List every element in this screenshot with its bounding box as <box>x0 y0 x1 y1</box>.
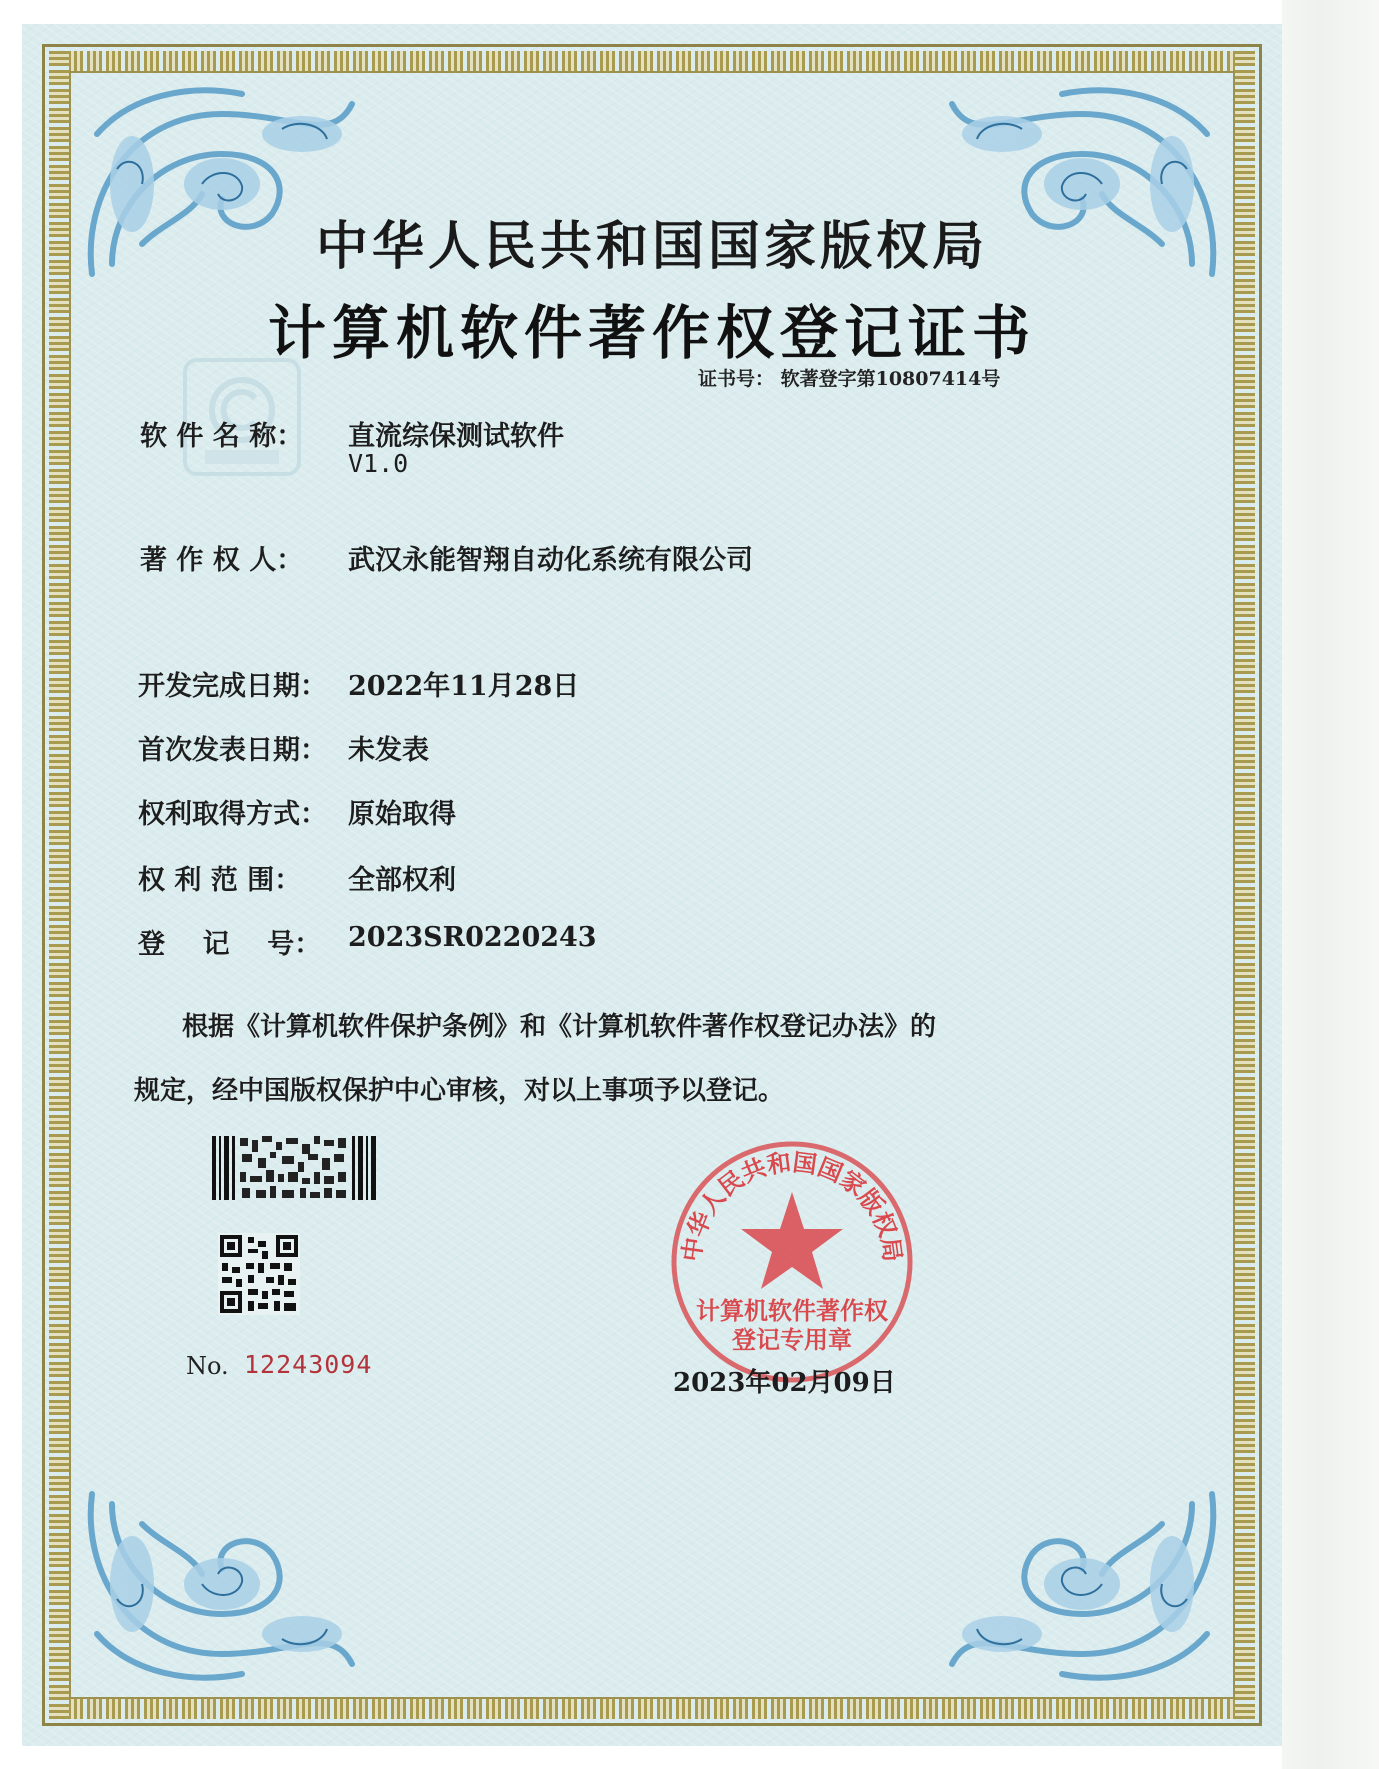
copyright-owner-value: 武汉永能智翔自动化系统有限公司 <box>348 545 753 576</box>
greek-key-border-bottom <box>49 1699 1255 1719</box>
document-title: 计算机软件著作权登记证书 <box>267 299 1036 367</box>
issuing-authority-title: 中华人民共和国国家版权局 <box>315 217 988 277</box>
registration-number-label: 登 记 号： <box>138 929 322 960</box>
serial-number-prefix: No. <box>186 1352 229 1380</box>
seal-outer-text: 中华人民共和国国家版权局 <box>677 1148 907 1264</box>
software-name-label: 软 件 名 称： <box>140 421 304 452</box>
rights-scope-value: 全部权利 <box>348 865 456 896</box>
acquisition-method-label: 权利取得方式： <box>138 799 327 830</box>
copyright-owner-label: 著 作 权 人： <box>140 545 304 576</box>
development-date-value: 2022年11月28日 <box>348 671 580 702</box>
official-seal <box>662 1132 922 1392</box>
development-date-label: 开发完成日期： <box>138 671 327 702</box>
first-publication-value: 未发表 <box>348 735 429 766</box>
certificate <box>22 24 1282 1746</box>
certificate-number: 证书号： 软著登字第10807414号 <box>698 368 1001 390</box>
seal-star-icon <box>741 1192 843 1289</box>
statement-line-2: 规定，经中国版权保护中心审核，对以上事项予以登记。 <box>134 1076 785 1106</box>
corner-ornament-bottom-right <box>932 1464 1232 1694</box>
first-publication-label: 首次发表日期： <box>138 735 327 766</box>
software-version-value: V1.0 <box>348 449 409 478</box>
scan-edge-strip <box>1282 0 1379 1769</box>
serial-number: 12243094 <box>244 1350 373 1379</box>
software-name-value: 直流综保测试软件 <box>348 421 564 452</box>
qr-code <box>218 1233 300 1315</box>
seal-inner-line-1: 计算机软件著作权 <box>696 1297 888 1325</box>
greek-key-border-top <box>49 51 1255 71</box>
corner-ornament-bottom-left <box>72 1464 372 1694</box>
issue-date: 2023年02月09日 <box>673 1368 896 1398</box>
rights-scope-label: 权 利 范 围： <box>138 865 302 896</box>
statement-line-1: 根据《计算机软件保护条例》和《计算机软件著作权登记办法》的 <box>182 1012 937 1042</box>
registration-number-value: 2023SR0220243 <box>348 922 597 953</box>
acquisition-method-value: 原始取得 <box>348 799 456 830</box>
seal-inner-line-2: 登记专用章 <box>732 1326 852 1354</box>
barcode <box>212 1136 380 1200</box>
